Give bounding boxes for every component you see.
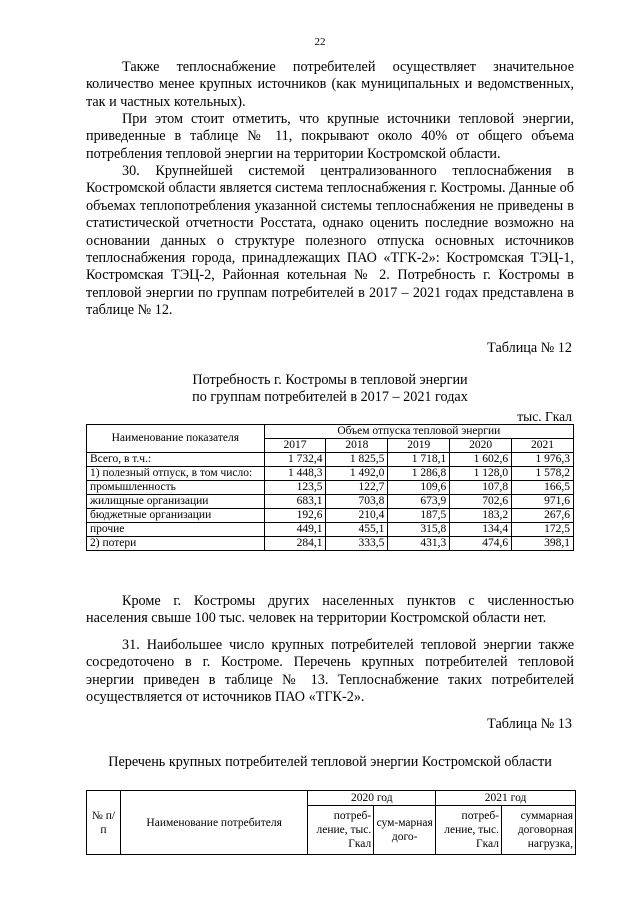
header-consumption-2020: потреб-ление, тыс. Гкал xyxy=(308,806,374,855)
cell-value: 172,5 xyxy=(512,523,574,537)
table-row xyxy=(87,509,574,523)
cell-value: 1 128,0 xyxy=(450,467,512,481)
header-consumer-name: Наименование потребителя xyxy=(120,791,307,855)
cell-value: 449,1 xyxy=(264,523,326,537)
cell-value: 123,5 xyxy=(264,481,326,495)
cell-value: 333,5 xyxy=(326,537,388,551)
table-12-number: Таблица № 12 xyxy=(487,340,572,356)
cell-value: 1 448,3 xyxy=(264,467,326,481)
cell-value: 107,8 xyxy=(450,481,512,495)
paragraph-4: Кроме г. Костромы других населенных пунктов с численностью населения свыше 100 тыс. человек на территории Костромской области нет. xyxy=(86,593,574,627)
table-12-unit: тыс. Гкал xyxy=(517,409,572,424)
table-12 xyxy=(86,424,574,551)
cell-value: 134,4 xyxy=(450,523,512,537)
header-year-2021: 2021 год xyxy=(436,791,576,806)
cell-value: 1 492,0 xyxy=(326,467,388,481)
cell-value: 1 976,3 xyxy=(512,453,574,467)
table-12-title-line2: по группам потребителей в 2017 – 2021 годах xyxy=(192,389,468,405)
row-label: Всего, в т.ч.: xyxy=(87,453,265,467)
cell-value: 187,5 xyxy=(388,509,450,523)
year-header: 2020 xyxy=(450,439,512,453)
table-row xyxy=(87,453,574,467)
header-num: № п/п xyxy=(87,791,121,855)
row-label: 2) потери xyxy=(87,537,265,551)
paragraph-3: 30. Крупнейшей системой централизованного теплоснабжения в Костромской области является система теплоснабжения г. Костромы. Данные об объемах теплопотребления указанной системы теплоснабжения не приведены в статистической отчетности Росстата, однако оценить последние возможно на основании данных о структуре полезного отпуска основных источников теплоснабжения города, принадлежащих ПАО «ТГК-2»: Костромская ТЭЦ-1, Костромская ТЭЦ-2, Районная котельная № 2. Потребность г. Костромы в тепловой энергии по группам потребителей в 2017 – 2021 годах представлена в таблице № 12. xyxy=(86,163,574,319)
row-label: промышленность xyxy=(87,481,265,495)
table-13-title: Перечень крупных потребителей тепловой энергии Костромской области xyxy=(108,754,552,770)
paragraph-1: Также теплоснабжение потребителей осуществляет значительное количество менее крупных источников (как муниципальных и ведомственных, так и частных котельных). xyxy=(86,59,574,110)
cell-value: 1 732,4 xyxy=(264,453,326,467)
header-indicator: Наименование показателя xyxy=(87,425,265,453)
cell-value: 1 602,6 xyxy=(450,453,512,467)
table-12-title-line1: Потребность г. Костромы в тепловой энергии xyxy=(192,372,468,388)
header-load-2020: сум-марная дого- xyxy=(374,806,436,855)
year-header: 2019 xyxy=(388,439,450,453)
year-header: 2021 xyxy=(512,439,574,453)
cell-value: 109,6 xyxy=(388,481,450,495)
table-12-header-row xyxy=(87,425,574,439)
cell-value: 284,1 xyxy=(264,537,326,551)
table-row xyxy=(87,481,574,495)
header-load-2021: суммарная договорная нагрузка, xyxy=(502,806,576,855)
header-group: Объем отпуска тепловой энергии xyxy=(264,425,573,439)
table-row xyxy=(87,495,574,509)
header-consumption-2021: потреб-ление, тыс. Гкал xyxy=(436,806,502,855)
cell-value: 183,2 xyxy=(450,509,512,523)
cell-value: 1 286,8 xyxy=(388,467,450,481)
cell-value: 474,6 xyxy=(450,537,512,551)
row-label: 1) полезный отпуск, в том число: xyxy=(87,467,265,481)
row-label: бюджетные организации xyxy=(87,509,265,523)
cell-value: 210,4 xyxy=(326,509,388,523)
cell-value: 455,1 xyxy=(326,523,388,537)
cell-value: 971,6 xyxy=(512,495,574,509)
cell-value: 683,1 xyxy=(264,495,326,509)
cell-value: 192,6 xyxy=(264,509,326,523)
cell-value: 122,7 xyxy=(326,481,388,495)
table-row xyxy=(87,523,574,537)
year-header: 2018 xyxy=(326,439,388,453)
cell-value: 703,8 xyxy=(326,495,388,509)
table-13-header-row xyxy=(87,791,576,806)
table-13-number: Таблица № 13 xyxy=(487,716,572,732)
cell-value: 431,3 xyxy=(388,537,450,551)
cell-value: 166,5 xyxy=(512,481,574,495)
cell-value: 267,6 xyxy=(512,509,574,523)
page-number: 22 xyxy=(314,36,326,48)
cell-value: 1 825,5 xyxy=(326,453,388,467)
year-header: 2017 xyxy=(264,439,326,453)
header-year-2020: 2020 год xyxy=(308,791,436,806)
cell-value: 702,6 xyxy=(450,495,512,509)
cell-value: 398,1 xyxy=(512,537,574,551)
paragraph-5: 31. Наибольшее число крупных потребителей тепловой энергии также сосредоточено в г. Костроме. Перечень крупных потребителей тепловой энергии приведен в таблице № 13. Теплоснабжение таких потребителей осуществляется от источников ПАО «ТГК-2». xyxy=(86,637,574,706)
table-row xyxy=(87,537,574,551)
cell-value: 1 578,2 xyxy=(512,467,574,481)
cell-value: 315,8 xyxy=(388,523,450,537)
paragraph-2: При этом стоит отметить, что крупные источники тепловой энергии, приведенные в таблице № 11, покрывают около 40% от общего объема потребления тепловой энергии на территории Костромской области. xyxy=(86,111,574,162)
row-label: прочие xyxy=(87,523,265,537)
table-13 xyxy=(86,790,576,855)
row-label: жилищные организации xyxy=(87,495,265,509)
cell-value: 673,9 xyxy=(388,495,450,509)
table-row xyxy=(87,467,574,481)
cell-value: 1 718,1 xyxy=(388,453,450,467)
